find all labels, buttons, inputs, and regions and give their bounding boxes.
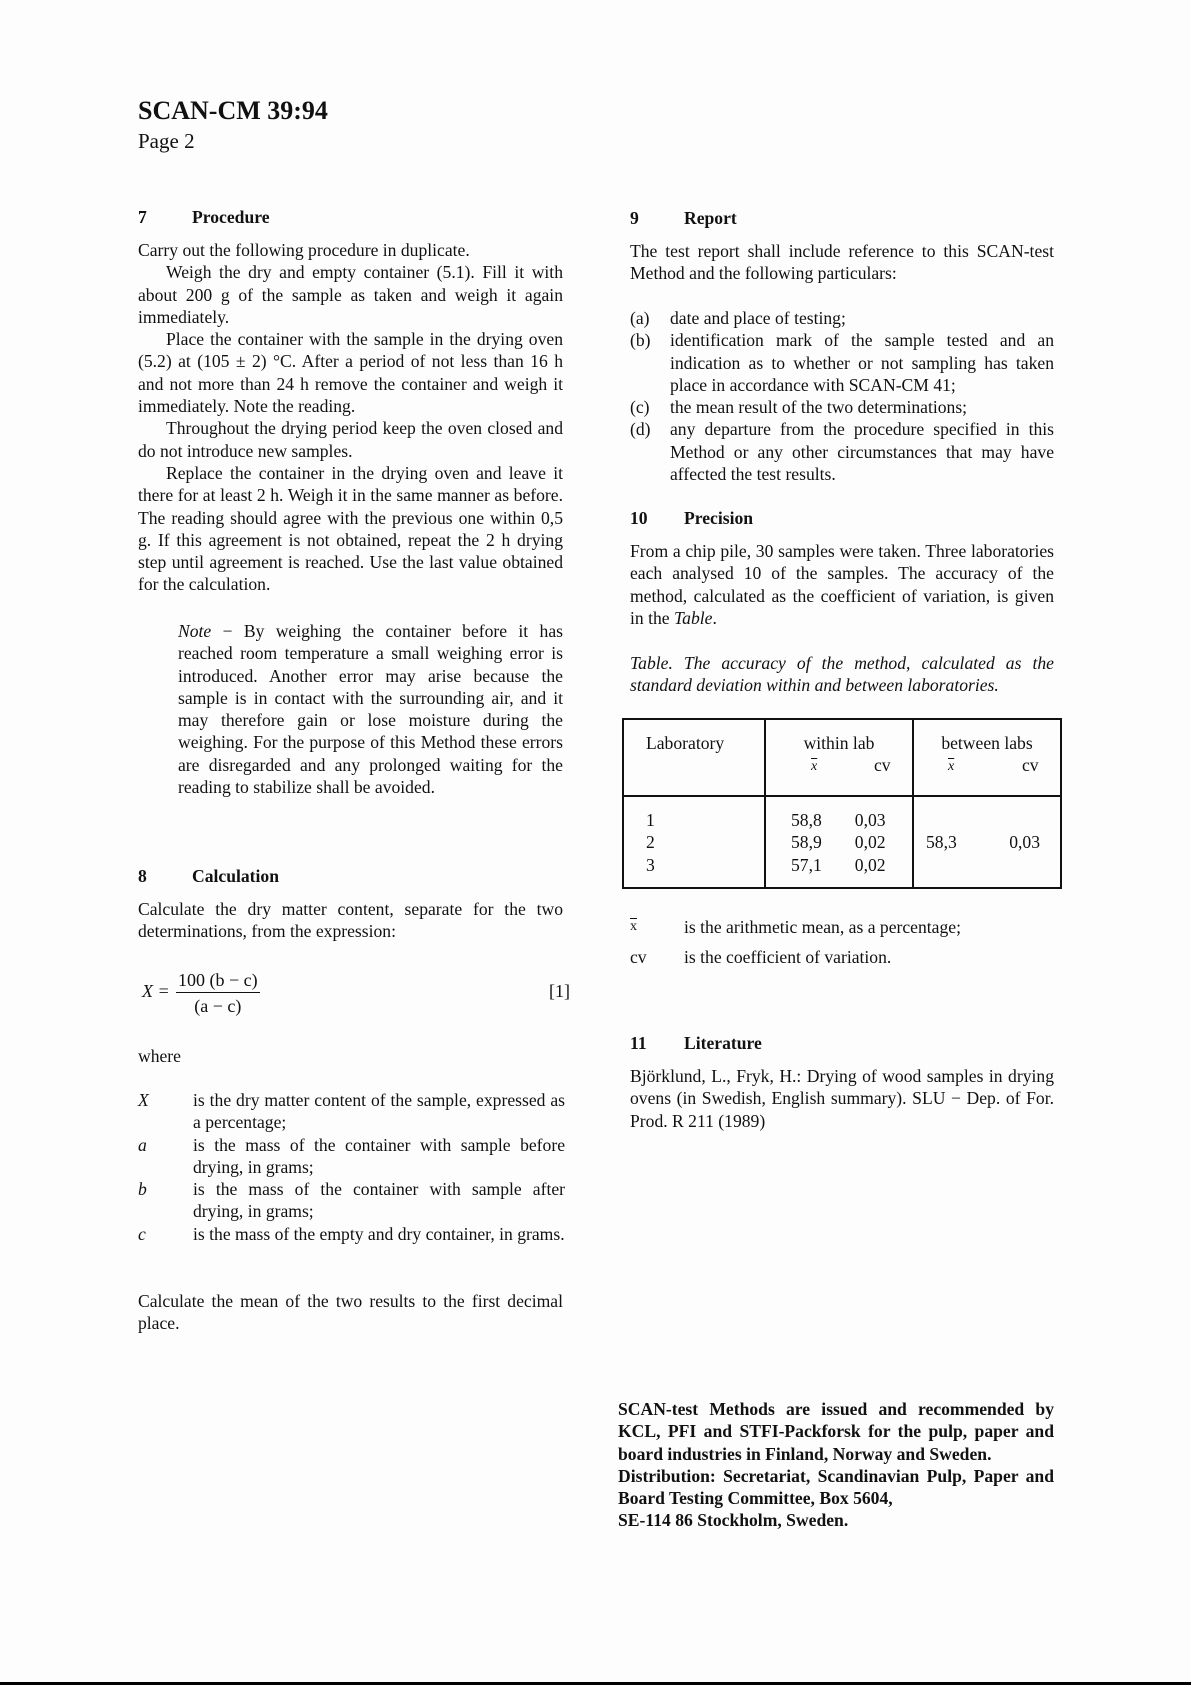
- section-title: Precision: [684, 508, 754, 528]
- list-item: [630, 396, 1054, 418]
- header-cv: cv: [874, 755, 891, 775]
- item-label: (a): [630, 308, 650, 328]
- list-item: [630, 307, 1054, 329]
- within-cv: 0,02: [854, 854, 886, 875]
- legend-item: [630, 942, 1054, 972]
- table-reference: Table: [673, 607, 713, 628]
- symbol: X: [138, 1090, 149, 1110]
- definition: [138, 1178, 565, 1223]
- symbol: b: [138, 1179, 147, 1200]
- lab-number: 1: [646, 810, 655, 830]
- paragraph-text: From a chip pile, 30 samples were taken. Three laboratories each analysed 10 of the samples. The accuracy of the method, calculated as the coefficient of variation, is given in the: [630, 541, 1054, 628]
- note-label: Note: [178, 621, 212, 641]
- header-cv: cv: [1022, 755, 1039, 775]
- procedure-text: [138, 239, 563, 596]
- header-within-lab: within lab: [803, 733, 875, 753]
- note-text: − By weighing the container before it has reached room temperature a small weighing error is introduced. Another error may arise because the sample is in contact with the surrounding air, and it may therefore gain or lose moisture during the weighing. For the purpose of this Method these errors are disregarded and any prolonged waiting for the reading to stabilize shall be avoided.: [178, 621, 563, 798]
- section-title: Report: [684, 208, 737, 228]
- denominator: (a − c): [194, 996, 242, 1016]
- paragraph: Place the container with the sample in the drying oven (5.2) at (105 ± 2) °C. After a period of not less than 16 h and not more than 24 h remove the container and weigh it immediately. Note the reading.: [138, 329, 563, 417]
- item-label: (d): [630, 419, 651, 440]
- paragraph: The test report shall include reference to this SCAN-test Method and the following particulars:: [630, 241, 1054, 284]
- definition-text: is the mass of the container with sample after drying, in grams;: [193, 1179, 565, 1222]
- fraction: [176, 968, 260, 1019]
- section-number: 7: [138, 207, 147, 227]
- mean-symbol: $\overline{x}$: [630, 919, 637, 934]
- within-mean: 57,1: [791, 854, 822, 875]
- item-label: (c): [630, 397, 650, 418]
- table-data-row: [623, 796, 1061, 888]
- section-title: Literature: [684, 1033, 762, 1053]
- list-item: [630, 418, 1054, 485]
- footer-line: SE-114 86 Stockholm, Sweden.: [618, 1510, 849, 1531]
- paragraph: Carry out the following procedure in duplicate.: [138, 240, 470, 260]
- symbol: c: [138, 1223, 146, 1244]
- item-text: identification mark of the sample tested and an indication as to whether or not sampling has taken place in accordance with SCAN-CM 41;: [670, 330, 1054, 395]
- within-cv: 0,03: [854, 810, 886, 830]
- section-number: 11: [630, 1033, 647, 1053]
- legend-text: is the coefficient of variation.: [684, 947, 892, 967]
- formula-lhs: X =: [142, 981, 170, 1001]
- list-item: [630, 329, 1054, 396]
- section-number: 8: [138, 866, 147, 886]
- publisher-footer: [618, 1398, 1054, 1532]
- between-mean: 58,3: [926, 832, 957, 852]
- section-title: Calculation: [192, 866, 279, 886]
- definition: [138, 1089, 565, 1134]
- page-number: Page 2: [138, 129, 195, 153]
- section-11-heading: [630, 1032, 1054, 1054]
- numerator: 100 (b − c): [176, 968, 260, 993]
- item-text: the mean result of the two determinations;: [670, 397, 968, 418]
- legend-text: is the arithmetic mean, as a percentage;: [684, 917, 961, 937]
- section-10-heading: [630, 507, 1054, 529]
- lab-number: 2: [646, 832, 655, 853]
- symbol: a: [138, 1134, 147, 1155]
- formula: [140, 968, 570, 1016]
- document-code: SCAN-CM 39:94: [138, 96, 328, 125]
- section-title: Procedure: [192, 207, 270, 227]
- paragraph: Throughout the drying period keep the oven closed and do not introduce new samples.: [138, 418, 563, 461]
- paragraph: Calculate the mean of the two results to the first decimal place.: [138, 1291, 563, 1334]
- table-legend: [630, 912, 1054, 972]
- paragraph: [630, 540, 1054, 629]
- within-mean: 58,8: [791, 810, 822, 830]
- note: [178, 620, 563, 798]
- paragraph: Calculate the dry matter content, separate for the two determinations, from the expression:: [138, 899, 563, 942]
- precision-table: [622, 718, 1062, 889]
- within-mean: 58,9: [791, 832, 822, 853]
- within-cv: 0,02: [854, 832, 886, 853]
- section-7-heading: [138, 206, 563, 228]
- cv-symbol: cv: [630, 947, 647, 967]
- paragraph-end: .: [712, 607, 717, 628]
- definition: [138, 1134, 565, 1179]
- section-number: 10: [630, 508, 648, 528]
- between-cv: 0,03: [1009, 832, 1040, 852]
- literature-reference: Björklund, L., Fryk, H.: Drying of wood samples in drying ovens (in Swedish, English summary). SLU − Dep. of For. Prod. R 211 (1989): [630, 1066, 1054, 1131]
- item-text: date and place of testing;: [670, 308, 846, 328]
- definition-text: is the dry matter content of the sample, expressed as a percentage;: [193, 1090, 565, 1133]
- where-label: where: [138, 1046, 181, 1066]
- table-header-row: [623, 719, 1061, 796]
- section-8-heading: [138, 865, 563, 887]
- header-mean: $\overline{x}$: [948, 759, 955, 774]
- legend-item: [630, 912, 1054, 942]
- paragraph: Replace the container in the drying oven and leave it there for at least 2 h. Weigh it in the same manner as before. The reading should agree with the previous one within 0,5 g. If this agreement is not obtained, repeat the 2 h drying step until agreement is reached. Use the last value obtained for the calculation.: [138, 462, 563, 595]
- section-9-heading: [630, 207, 1054, 229]
- definitions: [138, 1089, 565, 1245]
- item-label: (b): [630, 330, 651, 351]
- report-list: [630, 307, 1054, 485]
- definition-text: is the mass of the container with sample before drying, in grams;: [193, 1134, 565, 1177]
- header-between-labs: between labs: [941, 733, 1033, 753]
- header-laboratory: Laboratory: [646, 733, 725, 753]
- definition: [138, 1223, 565, 1245]
- footer-line: Distribution: Secretariat, Scandinavian Pulp, Paper and Board Testing Committee, Box 5604,: [618, 1465, 1054, 1509]
- header-mean: $\overline{x}$: [811, 759, 818, 774]
- definition-text: is the mass of the empty and dry container, in grams.: [193, 1223, 565, 1244]
- table-caption: Table. The accuracy of the method, calculated as the standard deviation within and between laboratories.: [630, 653, 1054, 696]
- lab-number: 3: [646, 854, 655, 875]
- item-text: any departure from the procedure specified in this Method or any other circumstances that may have affected the test results.: [670, 419, 1054, 485]
- footer-line: SCAN-test Methods are issued and recommended by KCL, PFI and STFI-Packforsk for the pulp, paper and board industries in Finland, Norway and Sweden.: [618, 1399, 1054, 1464]
- section-number: 9: [630, 208, 639, 228]
- equation-number: [1]: [549, 981, 570, 1001]
- paragraph: Weigh the dry and empty container (5.1). Fill it with about 200 g of the sample as taken and weigh it again immediately.: [138, 262, 563, 327]
